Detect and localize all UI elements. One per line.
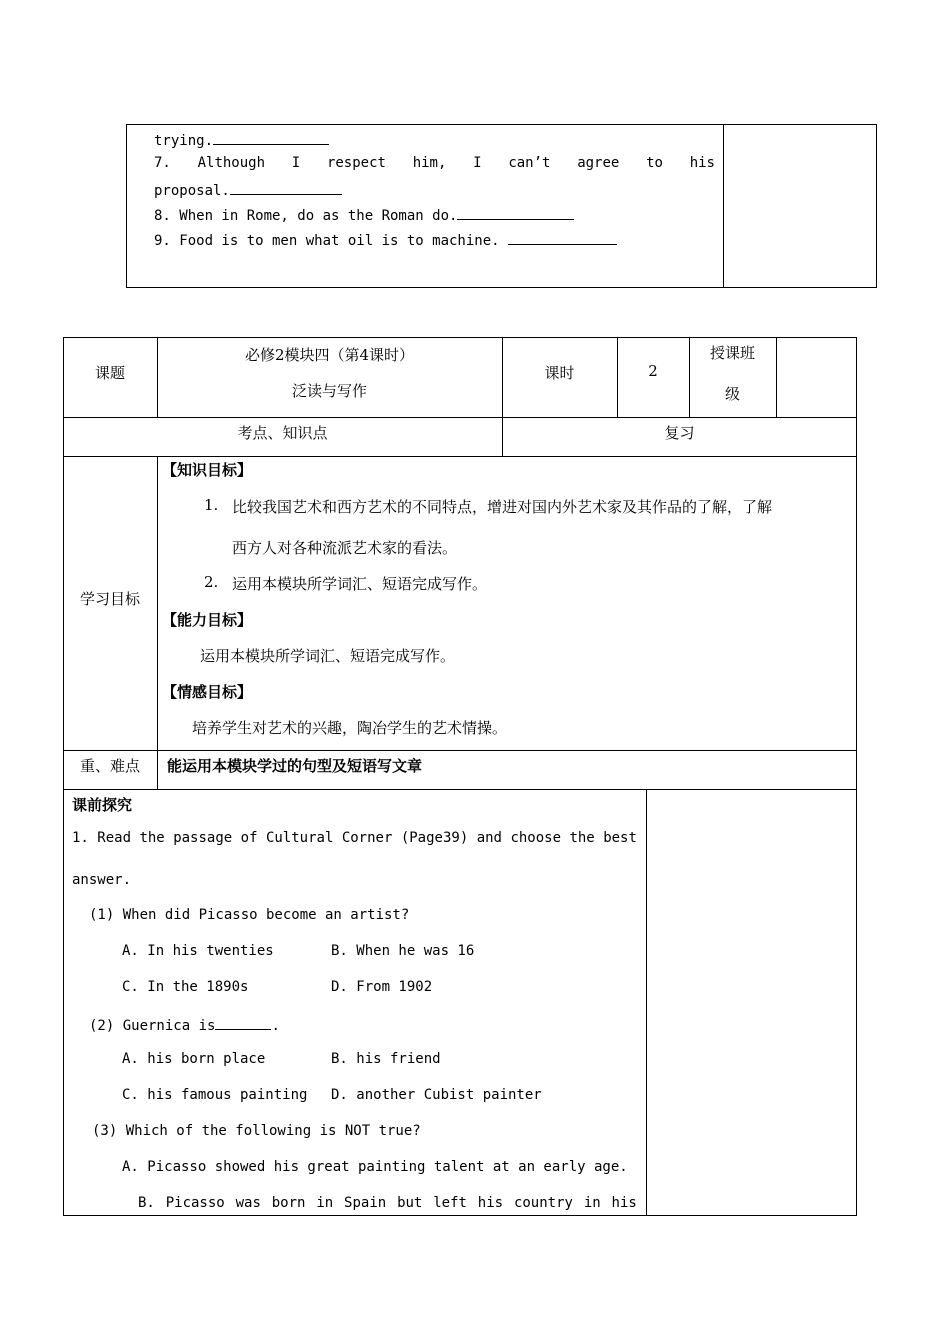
topic-line2: 泛读与写作 [291,382,367,400]
sub-question-1: (1) When did Picasso become an artist? [89,907,410,923]
word: and [476,830,502,846]
word: 1. [72,830,89,846]
sentence-7-line2 [154,180,342,199]
answer-blank[interactable] [508,230,617,245]
word: to [646,155,663,171]
word: Spain [344,1195,387,1211]
answer-blank[interactable] [213,130,329,145]
preview-heading: 课前探究 [72,796,133,814]
option-1c: C. In the 1890s [122,979,249,995]
col-line [776,337,777,417]
objectives-label: 学习目标 [79,590,140,608]
word: best [603,830,637,846]
word: Although [197,155,266,171]
review-label: 复习 [664,424,695,442]
emotion-heading: 【情感目标】 [162,683,253,701]
answer-blank[interactable] [215,1015,271,1030]
word: Picasso [165,1195,225,1211]
key-label: 重、难点 [79,757,140,775]
word: the [139,830,165,846]
word: agree [577,155,620,171]
word: can’t [508,155,551,171]
topic-label: 课题 [94,364,125,382]
sentence-9 [154,230,617,249]
word: left [433,1195,467,1211]
word: choose [510,830,562,846]
option-3b [138,1195,637,1211]
sub-question-2-text: (2) Guernica is [89,1018,216,1034]
sentence-8 [154,205,574,224]
word: in [583,1195,601,1211]
question-1-line2: answer. [72,872,132,888]
row-line [63,417,857,418]
option-2b: B. his friend [331,1051,441,1067]
option-1a: A. In his twenties [122,943,274,959]
top-box-divider [723,124,724,288]
answer-blank[interactable] [457,205,574,220]
proposal-text: proposal. [154,183,230,199]
row-line [63,750,857,751]
sentence-9-text: 9. Food is to men what oil is to machine. [154,233,509,249]
answer-blank[interactable] [230,180,342,195]
knowledge-heading: 【知识目标】 [162,461,253,479]
knowledge-item1-num: 1. [204,496,219,514]
col-line [157,456,158,789]
points-label: 考点、知识点 [237,424,328,442]
word: born [271,1195,306,1211]
sub-question-3: (3) Which of the following is NOT true? [92,1123,421,1139]
word: respect [326,155,386,171]
word: his [611,1195,637,1211]
option-2a: A. his born place [122,1051,266,1067]
word: his [689,155,715,171]
class-label-line2: 级 [724,385,740,403]
sub-question-2 [89,1015,280,1034]
line-trying-text: trying. [154,133,214,149]
word: I [291,155,301,171]
sub-question-2-end: . [271,1018,280,1034]
option-1d: D. From 1902 [331,979,433,995]
word: B. [138,1195,155,1211]
question-1-line1 [72,830,637,846]
option-2c: C. his famous painting [122,1087,308,1103]
period-label: 课时 [544,364,575,382]
sentence-8-text: 8. When in Rome, do as the Roman do. [154,208,458,224]
word: in [316,1195,334,1211]
row-line [63,789,857,790]
ability-text: 运用本模块所学词汇、短语完成写作。 [200,647,456,665]
word: Read [97,830,132,846]
sentence-7-line1 [154,155,715,171]
word: 7. [154,155,171,171]
option-2d: D. another Cubist painter [331,1087,542,1103]
row-line [63,456,857,457]
ability-heading: 【能力目标】 [162,611,253,629]
word: the [569,830,595,846]
line-trying [154,130,329,149]
topic-line1: 必修2模块四（第4课时） [244,346,415,364]
option-1b: B. When he was 16 [331,943,475,959]
word: his [477,1195,504,1211]
key-text: 能运用本模块学过的句型及短语写文章 [167,757,423,775]
knowledge-item1-line2: 西方人对各种流派艺术家的看法。 [232,539,458,557]
class-label-line1: 授课班 [709,344,755,362]
word: passage [173,830,233,846]
knowledge-item2-num: 2. [204,573,219,591]
word: was [235,1195,261,1211]
knowledge-item1-line1: 比较我国艺术和西方艺术的不同特点，增进对国内外艺术家及其作品的了解，了解 [232,498,773,516]
knowledge-item2: 运用本模块所学词汇、短语完成写作。 [232,575,488,593]
word: Cultural [265,830,334,846]
col-line [646,789,647,1216]
emotion-text: 培养学生对艺术的兴趣，陶冶学生的艺术情操。 [192,719,508,737]
word: him, [412,155,447,171]
word: (Page39) [400,830,469,846]
word: of [240,830,258,846]
word: country [513,1195,573,1211]
option-3a: A. Picasso showed his great painting talent at an early age. [122,1159,628,1175]
word: but [397,1195,423,1211]
period-value: 2 [648,362,658,380]
word: Corner [341,830,393,846]
word: I [473,155,482,171]
